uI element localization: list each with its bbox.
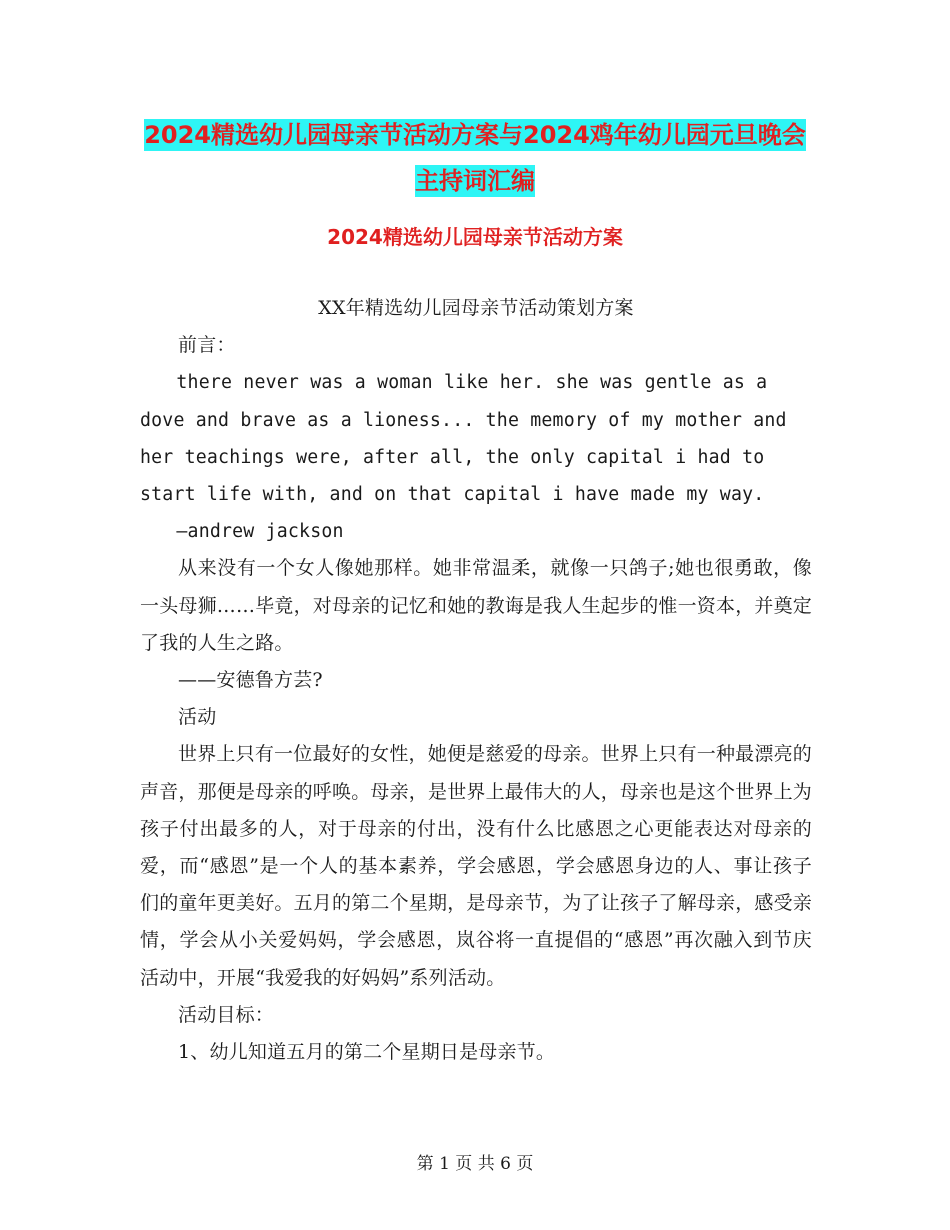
paragraph-activity-label: 活动 [178, 706, 217, 729]
paragraph-chinese-attribution: ——安德鲁方芸? [178, 669, 323, 692]
paragraph-activity-description: 世界上只有一位最好的女性，她便是慈爱的母亲。世界上只有一种最漂亮的声音，那便是母亲的呼唤。母亲，是世界上最伟大的人，母亲也是这个世界上为孩子付出最多的人，对于母亲的付出，没有什么比感恩之心更能表达对母亲的爱，而“感恩”是一个人的基本素养，学会感恩，学会感恩身边的人、事让孩子们的童年更美好。五月的第二个星期，是母亲节，为了让孩子了解母亲，感受亲情，学会从小关爱妈妈，学会感恩，岚谷将一直提倡的“感恩”再次融入到节庆活动中，开展“我爱我的好妈妈”系列活动。 [140, 743, 813, 989]
paragraph-english-quote: there never was a woman like her. she was gentle as a dove and brave as a lioness... the memory of my mother and her teachings were, after all, the only capital i had to start life with, and on that capital i have made my way. [140, 372, 787, 506]
section-title: 2024精选幼儿园母亲节活动方案 [327, 225, 623, 249]
paragraph-english-attribution: —andrew jackson [176, 521, 344, 543]
document-title [140, 112, 810, 204]
paragraph-preface-label: 前言： [178, 334, 236, 357]
paragraph-goal-1: 1、幼儿知道五月的第二个星期日是母亲节。 [178, 1041, 556, 1064]
paragraph-chinese-quote: 从来没有一个女人像她那样。她非常温柔，就像一只鸽子;她也很勇敢，像一头母狮……毕竟，对母亲的记忆和她的教诲是我人生起步的惟一资本，并奠定了我的人生之路。 [140, 557, 813, 654]
page-footer: 第 1 页 共 6 页 [416, 1154, 534, 1174]
subtitle: XX年精选幼儿园母亲节活动策划方案 [318, 297, 634, 319]
document-body [140, 290, 812, 1071]
paragraph-goals-label: 活动目标： [178, 1003, 275, 1026]
title-highlight: 2024精选幼儿园母亲节活动方案与2024鸡年幼儿园元旦晚会主持词汇编 [144, 121, 806, 195]
